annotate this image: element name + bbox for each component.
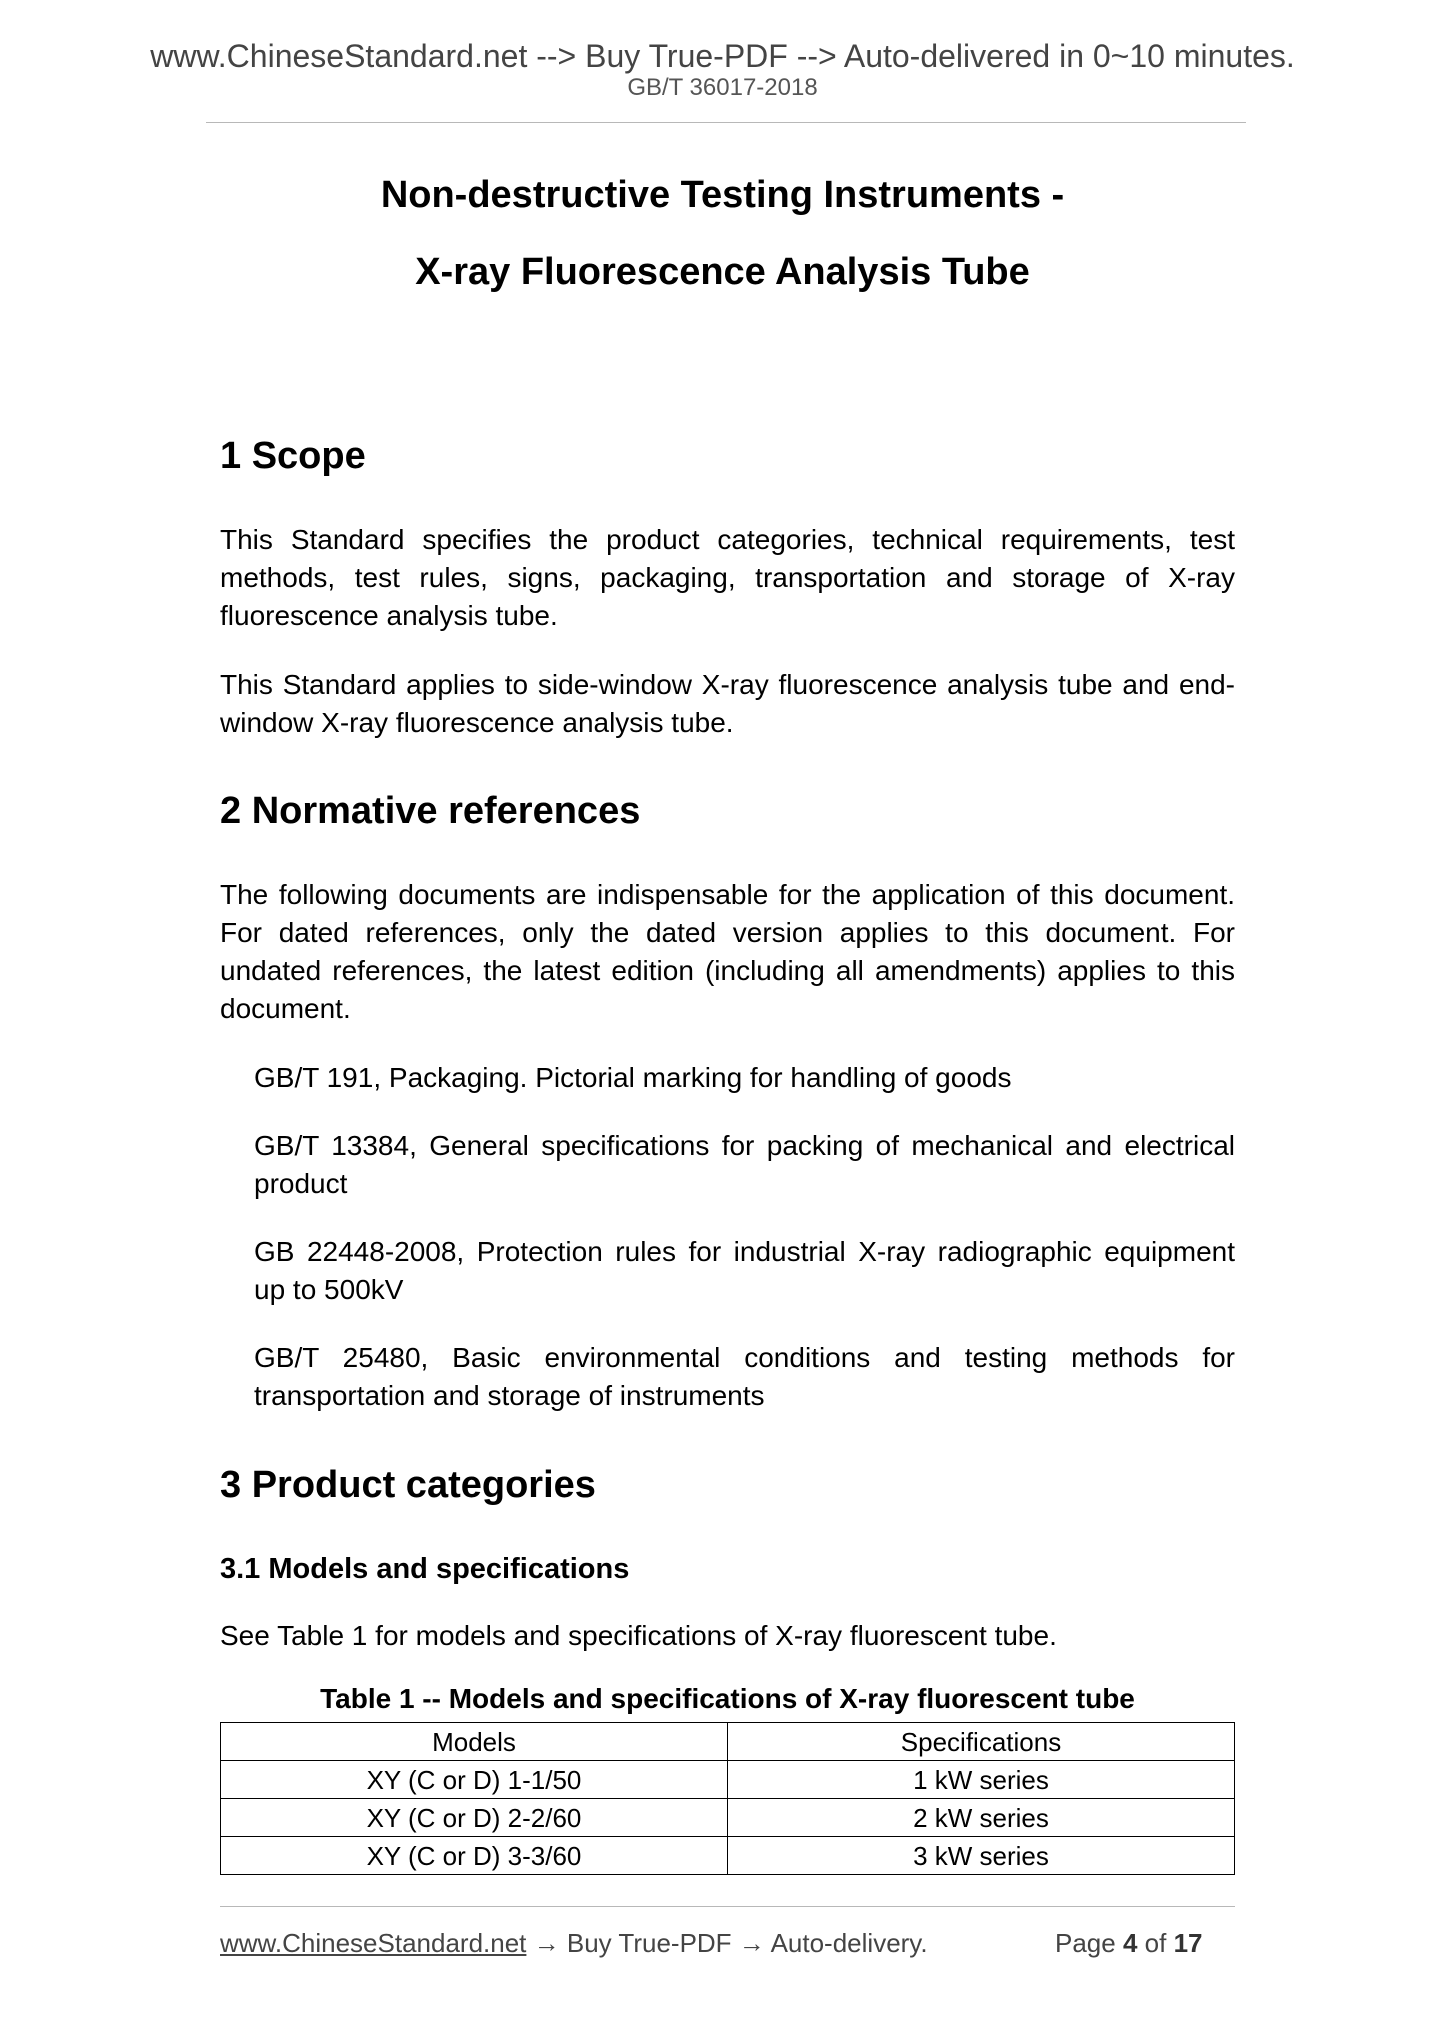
footer-promo-text: → Buy True-PDF → Auto-delivery. [526,1928,928,1958]
section-heading-normative-references: 2 Normative references [220,790,641,832]
table-caption: Table 1 -- Models and specifications of X-ray fluorescent tube [320,1683,1135,1714]
document-title-line2: X-ray Fluorescence Analysis Tube [415,251,1030,293]
page-indicator [1055,1930,1203,1956]
table-header-row [221,1723,1235,1761]
section-heading-product-categories: 3 Product categories [220,1464,596,1506]
subsection-heading-models: 3.1 Models and specifications [220,1553,630,1585]
table-cell-specification: 1 kW series [728,1761,1235,1799]
current-page-number: 4 [1122,1928,1138,1958]
table-row [221,1761,1235,1799]
table-reference-paragraph: See Table 1 for models and specifications of X-ray fluorescent tube. [220,1620,1057,1651]
references-intro-paragraph: The following documents are indispensable for the application of this document. For dated references, only the dated version applies to this document. For undated references, the latest edition (including all amendments) applies to this document. [220,879,1235,1024]
scope-paragraph-1: This Standard specifies the product categories, technical requirements, test methods, test rules, signs, packaging, transportation and storage of X-ray fluorescence analysis tube. [220,524,1235,631]
table-cell-model: XY (C or D) 3-3/60 [221,1837,728,1875]
document-title-line1: Non-destructive Testing Instruments - [380,174,1065,216]
footer-promo [220,1930,928,1956]
column-header-models: Models [221,1723,728,1761]
reference-item: GB/T 25480, Basic environmental conditions and testing methods for transportation and storage of instruments [254,1342,1235,1411]
section-heading-scope: 1 Scope [220,435,366,477]
table-row [221,1799,1235,1837]
header-banner: www.ChineseStandard.net --> Buy True-PDF --> Auto-delivered in 0~10 minutes. [150,38,1295,74]
header-divider [206,122,1246,123]
footer-divider [220,1906,1235,1907]
column-header-specifications: Specifications [728,1723,1235,1761]
reference-item: GB/T 13384, General specifications for packing of mechanical and electrical product [254,1130,1235,1199]
table-cell-model: XY (C or D) 2-2/60 [221,1799,728,1837]
scope-paragraph-2: This Standard applies to side-window X-ray fluorescence analysis tube and end-window X-ray fluorescence analysis tube. [220,669,1235,738]
page-label: Page [1055,1928,1116,1958]
table-cell-specification: 3 kW series [728,1837,1235,1875]
reference-item: GB/T 191, Packaging. Pictorial marking for handling of goods [254,1062,1012,1093]
reference-item: GB 22448-2008, Protection rules for industrial X-ray radiographic equipment up to 500kV [254,1236,1235,1305]
table-cell-model: XY (C or D) 1-1/50 [221,1761,728,1799]
standard-code: GB/T 36017-2018 [627,74,818,101]
table-row [221,1837,1235,1875]
models-specifications-table [220,1722,1235,1875]
of-label: of [1144,1928,1167,1958]
total-pages-number: 17 [1173,1928,1203,1958]
table-cell-specification: 2 kW series [728,1799,1235,1837]
footer-website-link[interactable]: www.ChineseStandard.net [220,1928,527,1958]
